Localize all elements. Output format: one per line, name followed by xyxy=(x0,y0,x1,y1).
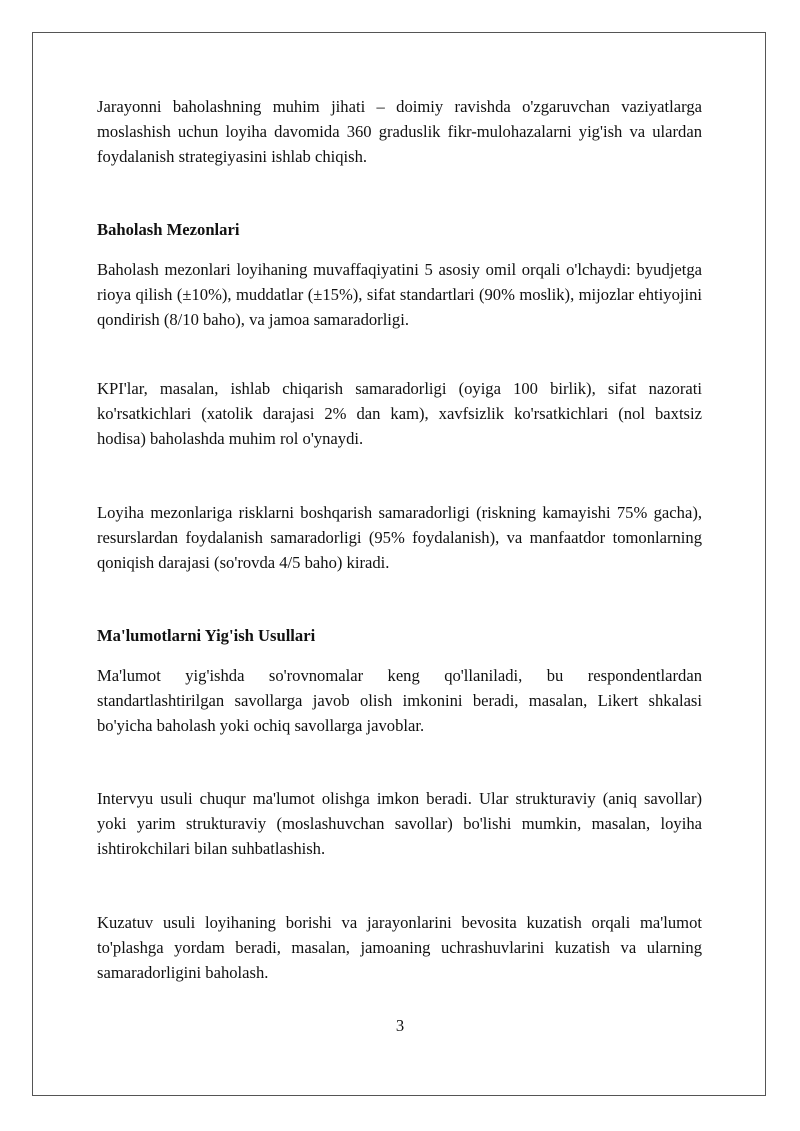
paragraph-interviews: Intervyu usuli chuqur ma'lumot olishga imkon beradi. Ular strukturaviy (aniq savollar) yoki yarim strukturaviy (moslashuvchan savollar) bo'lishi mumkin, masalan, loyiha ishtirokchilari bilan suhbatlashish. xyxy=(97,789,702,858)
paragraph-kpi: KPI'lar, masalan, ishlab chiqarish samaradorligi (oyiga 100 birlik), sifat nazorati ko'rsatkichlari (xatolik darajasi 2% dan kam), xavfsizlik ko'rsatkichlari (nol baxtsiz hodisa) baholashda muhim rol o'ynaydi. xyxy=(97,379,702,448)
page-content xyxy=(97,94,702,985)
paragraph-surveys: Ma'lumot yig'ishda so'rovnomalar keng qo'llaniladi, bu respondentlardan standartlashtirilgan savollarga javob olish imkonini beradi, masalan, Likert shkalasi bo'yicha baholash yoki ochiq savollarga javoblar. xyxy=(97,666,702,735)
paragraph-intro: Jarayonni baholashning muhim jihati – doimiy ravishda o'zgaruvchan vaziyatlarga moslashish uchun loyiha davomida 360 graduslik fikr-mulohazalarni yig'ish va ulardan foydalanish strategiyasini ishlab chiqish. xyxy=(97,97,702,166)
paragraph-project-criteria: Loyiha mezonlariga risklarni boshqarish samaradorligi (riskning kamayishi 75% gacha), resurslardan foydalanish samaradorligi (95% foydalanish), va manfaatdor tomonlarning qoniqish darajasi (so'rovda 4/5 baho) kiradi. xyxy=(97,503,702,572)
paragraph-observation: Kuzatuv usuli loyihaning borishi va jarayonlarini bevosita kuzatish orqali ma'lumot to'plashga yordam beradi, masalan, jamoaning uchrashuvlarini kuzatish va ularning samaradorligini baholash. xyxy=(97,913,702,982)
heading-malumot-yigish: Ma'lumotlarni Yig'ish Usullari xyxy=(97,626,316,645)
paragraph-criteria: Baholash mezonlari loyihaning muvaffaqiyatini 5 asosiy omil orqali o'lchaydi: byudjetga rioya qilish (±10%), muddatlar (±15%), sifat standartlari (90% moslik), mijozlar ehtiyojini qondirish (8/10 baho), va jamoa samaradorligi. xyxy=(97,260,702,329)
page-number: 3 xyxy=(395,1016,405,1035)
heading-baholash-mezonlari: Baholash Mezonlari xyxy=(97,220,240,239)
